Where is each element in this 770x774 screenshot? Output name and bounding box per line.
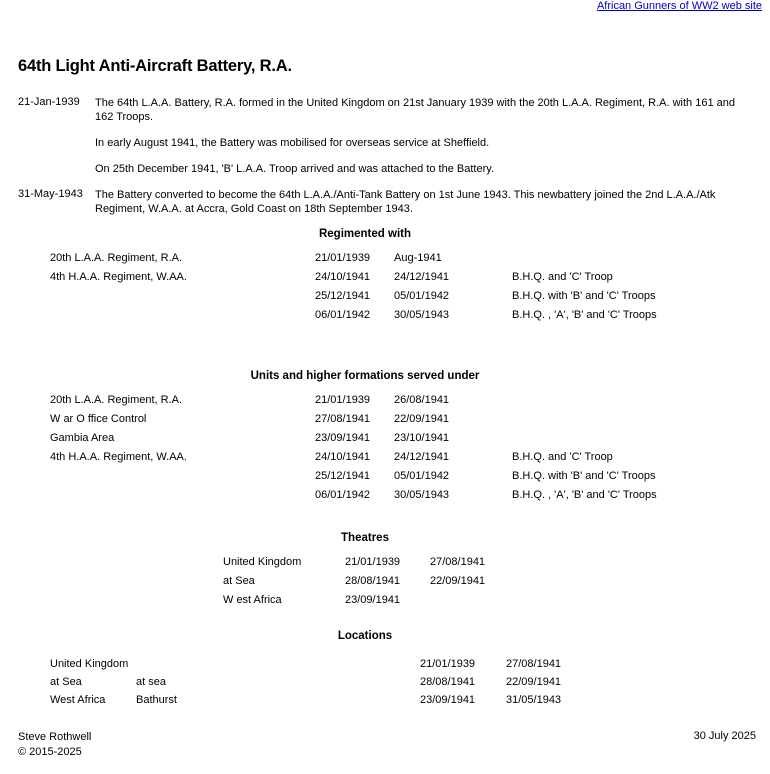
history-section — [0, 96, 770, 216]
regimented-with-heading: Regimented with — [318, 228, 411, 240]
units-served-under-heading: Units and higher formations served under — [250, 370, 480, 382]
date-to: 30/05/1943 — [394, 489, 450, 501]
location-place: Bathurst — [136, 694, 177, 706]
row-note: B.H.Q. with 'B' and 'C' Troops — [512, 470, 656, 482]
date-from: 21/01/1939 — [315, 394, 371, 406]
location-place: at sea — [136, 676, 166, 688]
table-row — [0, 290, 770, 309]
date-to: 30/05/1943 — [394, 309, 450, 321]
locations-heading: Locations — [337, 630, 393, 642]
date-to: 24/12/1941 — [394, 451, 450, 463]
table-row — [0, 676, 770, 694]
table-row — [0, 413, 770, 432]
unit-name: Gambia Area — [50, 432, 115, 444]
date-to: 05/01/1942 — [394, 290, 450, 302]
theatre-name: W est Africa — [223, 594, 282, 606]
row-note: B.H.Q. , 'A', 'B' and 'C' Troops — [512, 489, 657, 501]
locations-section — [0, 630, 770, 712]
theatres-rows — [0, 556, 770, 613]
unit-name: 4th H.A.A. Regiment, W.AA. — [50, 451, 187, 463]
footer-left-block — [18, 730, 91, 760]
history-entry-paragraph: The 64th L.A.A. Battery, R.A. formed in the United Kingdom on 21st January 1939 with the 20th L.A.A. Regiment, R.A. with 161 and 162 Troops. — [95, 97, 735, 123]
theatres-heading: Theatres — [341, 532, 389, 544]
date-from: 21/01/1939 — [420, 658, 476, 670]
regimented-with-rows — [0, 252, 770, 328]
date-to: 23/10/1941 — [394, 432, 450, 444]
unit-name: W ar O ffice Control — [50, 413, 147, 425]
theatre-name: at Sea — [223, 575, 255, 587]
footer-author: Steve Rothwell — [18, 731, 92, 743]
table-row — [0, 252, 770, 271]
units-served-under-rows — [0, 394, 770, 508]
row-note: B.H.Q. and 'C' Troop — [512, 451, 613, 463]
history-entry-date: 31-May-1943 — [18, 188, 83, 200]
date-from: 06/01/1942 — [315, 309, 371, 321]
table-row — [0, 451, 770, 470]
row-note: B.H.Q. and 'C' Troop — [512, 271, 613, 283]
date-to: 22/09/1941 — [430, 575, 486, 587]
date-from: 28/08/1941 — [345, 575, 401, 587]
date-to: Aug-1941 — [394, 252, 442, 264]
table-row — [0, 309, 770, 328]
row-note: B.H.Q. with 'B' and 'C' Troops — [512, 290, 656, 302]
history-entry — [0, 162, 770, 176]
history-entry-date: 21-Jan-1939 — [18, 96, 80, 108]
table-row — [0, 394, 770, 413]
history-entry-paragraph: The Battery converted to become the 64th L.A.A./Anti-Tank Battery on 1st June 1943. This newbattery joined the 2nd L.A.A./Atk Regiment, W.A.A. at Accra, Gold Coast on 18th September 1943. — [95, 189, 716, 215]
regimented-with-section — [0, 228, 770, 328]
date-from: 27/08/1941 — [315, 413, 371, 425]
date-to: 26/08/1941 — [394, 394, 450, 406]
date-to: 27/08/1941 — [506, 658, 562, 670]
table-row — [0, 432, 770, 451]
date-from: 06/01/1942 — [315, 489, 371, 501]
date-from: 21/01/1939 — [345, 556, 401, 568]
theatre-name: United Kingdom — [223, 556, 302, 568]
table-row — [0, 489, 770, 508]
history-entry-paragraph: On 25th December 1941, 'B' L.A.A. Troop arrived and was attached to the Battery. — [95, 163, 494, 175]
table-row — [0, 694, 770, 712]
unit-name: 20th L.A.A. Regiment, R.A. — [50, 252, 183, 264]
footer-copyright: © 2015-2025 — [18, 746, 82, 758]
location-area: United Kingdom — [50, 658, 129, 670]
date-to: 31/05/1943 — [506, 694, 562, 706]
history-entry-paragraph: In early August 1941, the Battery was mobilised for overseas service at Sheffield. — [95, 137, 490, 149]
units-served-under-section — [0, 370, 770, 508]
row-note: B.H.Q. , 'A', 'B' and 'C' Troops — [512, 309, 657, 321]
date-to: 22/09/1941 — [394, 413, 450, 425]
unit-name: 4th H.A.A. Regiment, W.AA. — [50, 271, 187, 283]
date-from: 25/12/1941 — [315, 290, 371, 302]
top-link-bar — [0, 0, 770, 16]
table-row — [0, 575, 770, 594]
history-entry — [0, 136, 770, 150]
table-row — [0, 594, 770, 613]
date-from: 24/10/1941 — [315, 451, 371, 463]
date-to: 05/01/1942 — [394, 470, 450, 482]
date-to: 27/08/1941 — [430, 556, 486, 568]
african-gunners-website-link[interactable]: African Gunners of WW2 web site — [596, 0, 762, 12]
table-row — [0, 271, 770, 290]
locations-rows — [0, 658, 770, 712]
location-area: at Sea — [50, 676, 82, 688]
date-from: 24/10/1941 — [315, 271, 371, 283]
table-row — [0, 470, 770, 489]
location-area: West Africa — [50, 694, 106, 706]
page-title: 64th Light Anti-Aircraft Battery, R.A. — [18, 57, 292, 75]
date-to: 24/12/1941 — [394, 271, 450, 283]
table-row — [0, 556, 770, 575]
date-from: 28/08/1941 — [420, 676, 476, 688]
date-from: 23/09/1941 — [345, 594, 401, 606]
unit-name: 20th L.A.A. Regiment, R.A. — [50, 394, 183, 406]
date-from: 25/12/1941 — [315, 470, 371, 482]
history-entry — [0, 188, 770, 216]
footer-date: 30 July 2025 — [693, 730, 756, 742]
date-from: 21/01/1939 — [315, 252, 371, 264]
date-from: 23/09/1941 — [420, 694, 476, 706]
page-footer — [0, 730, 770, 774]
history-entry — [0, 96, 770, 124]
theatres-section — [0, 532, 770, 613]
date-to: 22/09/1941 — [506, 676, 562, 688]
table-row — [0, 658, 770, 676]
date-from: 23/09/1941 — [315, 432, 371, 444]
